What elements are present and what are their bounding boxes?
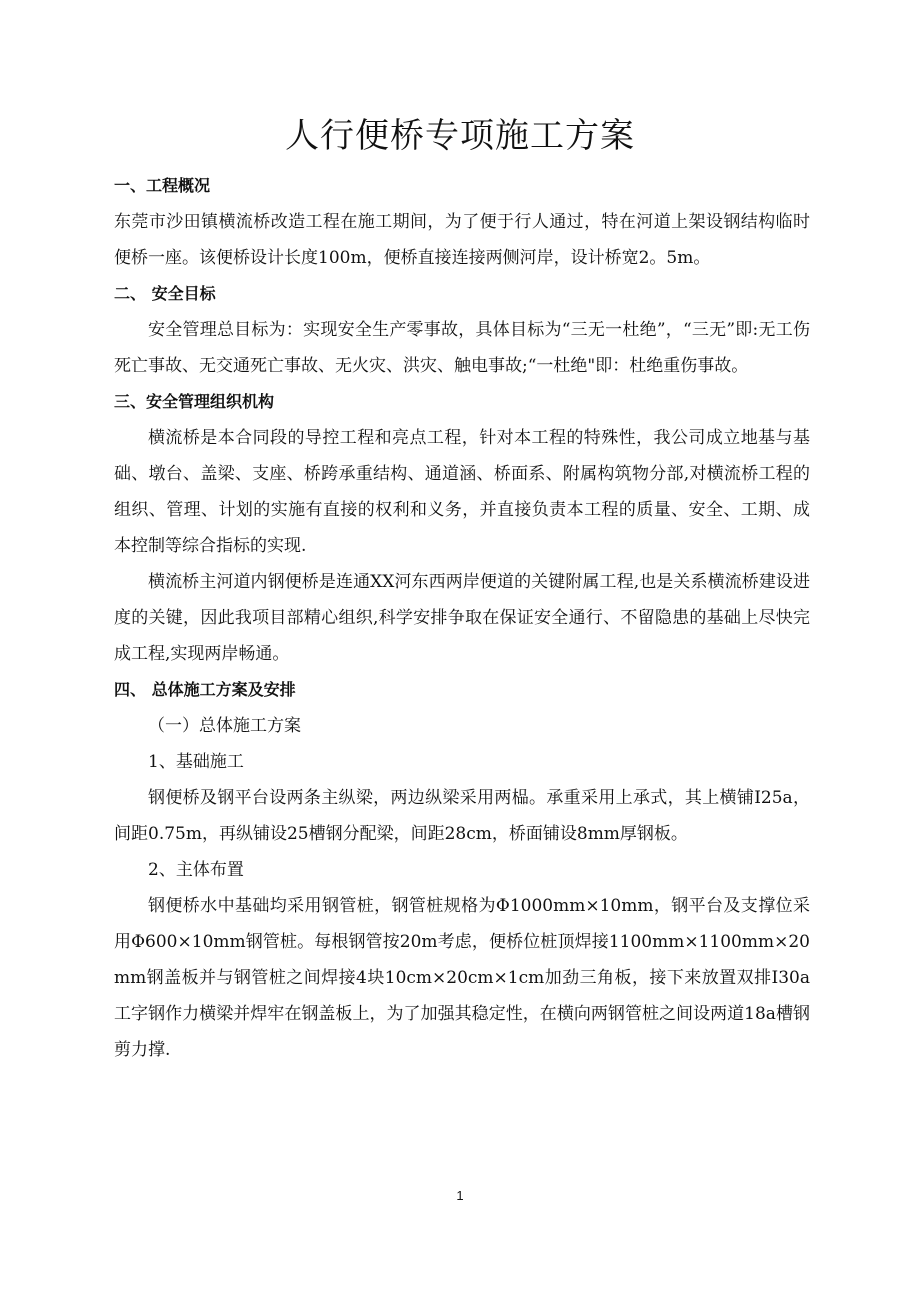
subsection-heading: 1、基础施工 bbox=[148, 752, 244, 772]
paragraph: 横流桥是本合同段的导控工程和亮点工程，针对本工程的特殊性，我公司成立地基与基础、墩台、盖梁、支座、桥跨承重结构、通道涵、桥面系、附属构筑物分部,对横流桥工程的组织、管理、计划的实施有直接的权利和义务，并直接负责本工程的质量、安全、工期、成本控制等综合指标的实现. bbox=[114, 428, 810, 556]
section-heading: 四、 总体施工方案及安排 bbox=[114, 680, 296, 699]
section-heading: 二、 安全目标 bbox=[114, 284, 216, 303]
paragraph: 钢便桥及钢平台设两条主纵梁，两边纵梁采用两榀。承重采用上承式，其上横铺I25a，间距0.75m，再纵铺设25槽钢分配梁，间距28cm，桥面铺设8mm厚钢板。 bbox=[114, 788, 810, 844]
document-title: 人行便桥专项施工方案 bbox=[285, 116, 635, 156]
subsection-heading: 2、主体布置 bbox=[148, 860, 244, 880]
page-number: 1 bbox=[456, 1188, 464, 1203]
document-body bbox=[114, 168, 810, 1068]
paragraph: 钢便桥水中基础均采用钢管桩，钢管桩规格为Φ1000mm×10mm，钢平台及支撑位采用Φ600×10mm钢管桩。每根钢管按20m考虑，便桥位桩顶焊接1100mm×1100mm×20mm钢盖板并与钢管桩之间焊接4块10cm×20cm×1cm加劲三角板，接下来放置双排I30a工字钢作力横梁并焊牢在钢盖板上，为了加强其稳定性，在横向两钢管桩之间设两道18a槽钢剪力撑. bbox=[114, 896, 810, 1060]
paragraph: 东莞市沙田镇横流桥改造工程在施工期间，为了便于行人通过，特在河道上架设钢结构临时便桥一座。该便桥设计长度100m，便桥直接连接两侧河岸，设计桥宽2。5m。 bbox=[114, 212, 810, 268]
subsection-heading: （一）总体施工方案 bbox=[148, 716, 301, 736]
paragraph: 安全管理总目标为：实现安全生产零事故，具体目标为“三无一杜绝”，“三无”即:无工伤死亡事故、无交通死亡事故、无火灾、洪灾、触电事故;“一杜绝"即：杜绝重伤事故。 bbox=[114, 320, 810, 376]
section-heading: 三、安全管理组织机构 bbox=[114, 392, 275, 411]
paragraph: 横流桥主河道内钢便桥是连通XX河东西两岸便道的关键附属工程,也是关系横流桥建设进度的关键，因此我项目部精心组织,科学安排争取在保证安全通行、不留隐患的基础上尽快完成工程,实现两岸畅通。 bbox=[114, 572, 810, 664]
section-heading: 一、工程概况 bbox=[114, 176, 211, 195]
